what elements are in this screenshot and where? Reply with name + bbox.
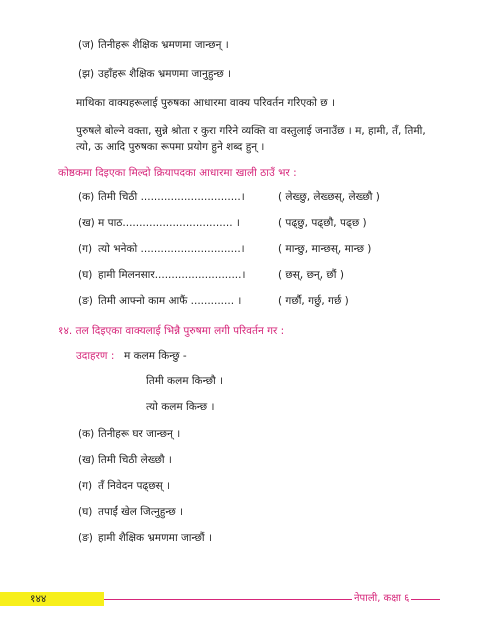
item-label: (ज) <box>78 39 94 51</box>
item-label: (क) <box>78 191 95 203</box>
exercise-heading: १४. तल दिइएका वाक्यलाई भिन्नै पुरुषमा लगी परिवर्तन गर : <box>58 325 285 337</box>
item-options: ( गर्छौ, गर्छु, गर्छ ) <box>278 295 349 307</box>
example-text: म कलम किन्छु - <box>124 350 187 362</box>
note-text: माथिका वाक्यहरूलाई पुरुषका आधारमा वाक्य परिवर्तन गरिएको छ । <box>76 97 335 109</box>
item-label: (ग) <box>78 480 93 492</box>
item-options: ( मान्छु, मान्छस्, मान्छ ) <box>278 243 372 255</box>
item-label: (क) <box>78 428 95 440</box>
item-text: तिमी आफ्नो काम आफैं ............. । <box>98 295 242 307</box>
item-label: (ङ) <box>78 295 93 307</box>
example-answer: त्यो कलम किन्छ । <box>146 401 215 413</box>
book-title: नेपाली, कक्षा ६ <box>354 593 410 604</box>
item-label: (घ) <box>78 269 93 281</box>
item-text: तपाईं खेल जित्नुहुन्छ । <box>98 506 184 518</box>
item-text: म पाठ................................. । <box>98 217 240 229</box>
item-label: (घ) <box>78 506 93 518</box>
item-options: ( पढ्छु, पढ्छौ, पढ्छ ) <box>278 217 367 229</box>
item-text: हामी मिलनसार..........................। <box>98 269 246 281</box>
item-label: (झ) <box>78 68 95 80</box>
page-number-tab <box>0 592 104 606</box>
item-text: त्यो भनेको ..............................। <box>98 243 245 255</box>
item-label: (ग) <box>78 243 93 255</box>
paragraph: पुरुषले बोल्ने वक्ता, सुन्ने श्रोता र कुरा गरिने व्यक्ति वा वस्तुलाई जनाउँछ । म, हामी, तँ, तिमी, त्यो, ऊ आदि पुरुषका रूपमा प्रयोग हुने शब्द हुन् । <box>76 125 426 153</box>
item-text: तिमी चिठी लेख्छौ । <box>98 454 172 466</box>
example-answer: तिमी कलम किन्छौ । <box>146 375 224 387</box>
item-text: तँ निवेदन पढ्छस् । <box>98 480 171 492</box>
item-text: तिमी चिठी ..............................। <box>98 191 245 203</box>
exercise-heading: कोष्ठकमा दिइएका मिल्दो क्रियापदका आधारमा खाली ठाउँ भर : <box>58 167 297 179</box>
example-label: उदाहरण : <box>76 350 115 362</box>
item-label: (ख) <box>78 217 95 229</box>
item-options: ( छस्, छन्, छौं ) <box>278 269 344 281</box>
page-number: १४४ <box>30 593 47 605</box>
item-text: तिनीहरू घर जान्छन् । <box>98 428 181 440</box>
item-text: तिनीहरू शैक्षिक भ्रमणमा जान्छन् । <box>98 39 229 51</box>
item-text: उहाँहरू शैक्षिक भ्रमणमा जानुहुन्छ । <box>98 68 232 80</box>
item-text: हामी शैक्षिक भ्रमणमा जान्छौं । <box>98 532 212 544</box>
item-options: ( लेख्छु, लेख्छस्, लेख्छौ ) <box>278 191 380 203</box>
item-label: (ङ) <box>78 532 93 544</box>
item-label: (ख) <box>78 454 95 466</box>
